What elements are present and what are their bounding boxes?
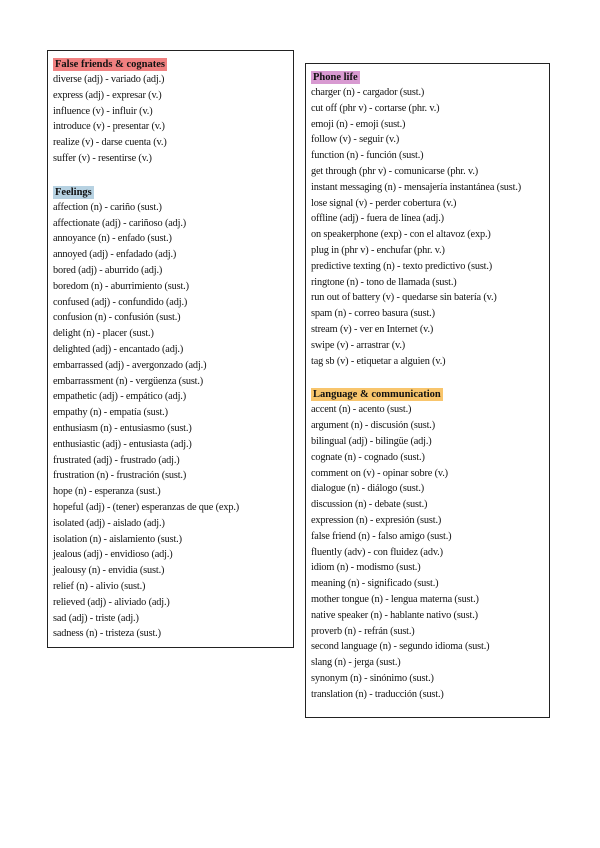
vocab-entry: delighted (adj) - encantado (adj.) [53,343,184,355]
vocab-entry: boredom (n) - aburrimiento (sust.) [53,280,189,292]
vocab-entry: discussion (n) - debate (sust.) [311,499,428,511]
section-false-friends-and-cognates [53,54,289,167]
vocab-entry: influence (v) - influir (v.) [53,105,153,117]
vocab-entry: lose signal (v) - perder cobertura (v.) [311,197,457,209]
vocab-entry: translation (n) - traducción (sust.) [311,688,444,700]
section-language-and-communication [311,384,545,702]
vocab-entry: annoyed (adj) - enfadado (adj.) [53,249,177,261]
vocab-entry: function (n) - función (sust.) [311,150,424,162]
vocab-entry: comment on (v) - opinar sobre (v.) [311,467,448,479]
vocab-entry: express (adj) - expresar (v.) [53,89,162,101]
vocab-entry: empathetic (adj) - empático (adj.) [53,391,186,403]
vocab-entry: synonym (n) - sinónimo (sust.) [311,672,434,684]
vocab-entry: swipe (v) - arrastrar (v.) [311,339,406,351]
vocab-entry: get through (phr v) - comunicarse (phr. v.) [311,165,479,177]
vocab-entry: bored (adj) - aburrido (adj.) [53,264,163,276]
section-heading: False friends & cognates [55,59,165,70]
vocab-entry: stream (v) - ver en Internet (v.) [311,323,434,335]
vocab-entry: meaning (n) - significado (sust.) [311,578,439,590]
vocab-entry: instant messaging (n) - mensajería instantánea (sust.) [311,181,522,193]
vocab-entry: idiom (n) - modismo (sust.) [311,562,421,574]
vocab-entry: tag sb (v) - etiquetar a alguien (v.) [311,355,446,367]
vocab-entry: on speakerphone (exp) - con el altavoz (exp.) [311,229,491,241]
vocab-entry: predictive texting (n) - texto predictivo (sust.) [311,260,493,272]
vocab-entry: false friend (n) - falso amigo (sust.) [311,530,452,542]
vocab-entry: hopeful (adj) - (tener) esperanzas de que (exp.) [53,501,240,513]
vocab-entry: diverse (adj) - variado (adj.) [53,74,165,85]
section-heading: Feelings [55,186,92,198]
vocab-entry: confusion (n) - confusión (sust.) [53,312,181,324]
vocab-entry: isolated (adj) - aislado (adj.) [53,517,165,529]
vocab-entry: charger (n) - cargador (sust.) [311,87,425,98]
vocab-entry: cognate (n) - cognado (sust.) [311,451,425,463]
vocab-entry: native speaker (n) - hablante nativo (sust.) [311,609,478,621]
vocab-entry: confused (adj) - confundido (adj.) [53,296,188,308]
vocab-entry: empathy (n) - empatía (sust.) [53,407,168,419]
vocab-entry: bilingual (adj) - bilingüe (adj.) [311,435,432,447]
vocab-entry: isolation (n) - aislamiento (sust.) [53,533,182,545]
vocab-entry: frustration (n) - frustración (sust.) [53,470,187,482]
vocab-entry: cut off (phr v) - cortarse (phr. v.) [311,102,440,114]
vocab-entry: proverb (n) - refrán (sust.) [311,625,415,637]
vocabulary-box-left [47,50,294,648]
vocab-entry: enthusiastic (adj) - entusiasta (adj.) [53,438,192,450]
vocab-entry: jealous (adj) - envidioso (adj.) [53,549,173,561]
section-feelings [53,182,289,642]
vocab-entry: run out of battery (v) - quedarse sin batería (v.) [311,292,497,304]
vocab-entry: fluently (adv) - con fluidez (adv.) [311,546,443,558]
vocab-entry: suffer (v) - resentirse (v.) [53,152,152,164]
vocab-entry: mother tongue (n) - lengua materna (sust.) [311,593,479,605]
vocab-entry: spam (n) - correo basura (sust.) [311,308,435,320]
vocab-entry: realize (v) - darse cuenta (v.) [53,137,167,149]
vocab-entry: dialogue (n) - diálogo (sust.) [311,483,425,495]
vocab-entry: expression (n) - expresión (sust.) [311,514,442,526]
vocab-entry: sad (adj) - triste (adj.) [53,612,139,624]
vocab-entry: argument (n) - discusión (sust.) [311,420,435,432]
vocab-entry: affectionate (adj) - cariñoso (adj.) [53,217,187,229]
section-phone-life [311,67,545,369]
vocab-entry: ringtone (n) - tono de llamada (sust.) [311,276,457,288]
vocab-entry: emoji (n) - emoji (sust.) [311,118,406,130]
vocab-entry: sadness (n) - tristeza (sust.) [53,628,161,640]
vocab-entry: jealousy (n) - envidia (sust.) [53,565,165,577]
section-heading: Language & communication [313,389,441,401]
section-heading: Phone life [313,72,358,83]
vocab-entry: plug in (phr v) - enchufar (phr. v.) [311,244,445,256]
vocab-entry: relief (n) - alivio (sust.) [53,580,146,592]
vocab-entry: embarrassed (adj) - avergonzado (adj.) [53,359,207,371]
vocab-entry: relieved (adj) - aliviado (adj.) [53,596,170,608]
vocab-entry: embarrassment (n) - vergüenza (sust.) [53,375,204,387]
vocab-entry: accent (n) - acento (sust.) [311,404,412,416]
vocab-entry: enthusiasm (n) - entusiasmo (sust.) [53,422,192,434]
vocab-entry: frustrated (adj) - frustrado (adj.) [53,454,180,466]
vocab-entry: second language (n) - segundo idioma (sust.) [311,641,490,653]
vocab-entry: delight (n) - placer (sust.) [53,328,154,340]
vocab-entry: hope (n) - esperanza (sust.) [53,486,161,498]
vocab-entry: affection (n) - cariño (sust.) [53,201,162,213]
vocab-entry: offline (adj) - fuera de línea (adj.) [311,213,444,225]
vocab-entry: annoyance (n) - enfado (sust.) [53,233,172,245]
vocab-entry: slang (n) - jerga (sust.) [311,657,401,669]
vocab-entry: introduce (v) - presentar (v.) [53,121,165,133]
vocabulary-box-right [305,63,550,718]
vocab-entry: follow (v) - seguir (v.) [311,134,400,146]
